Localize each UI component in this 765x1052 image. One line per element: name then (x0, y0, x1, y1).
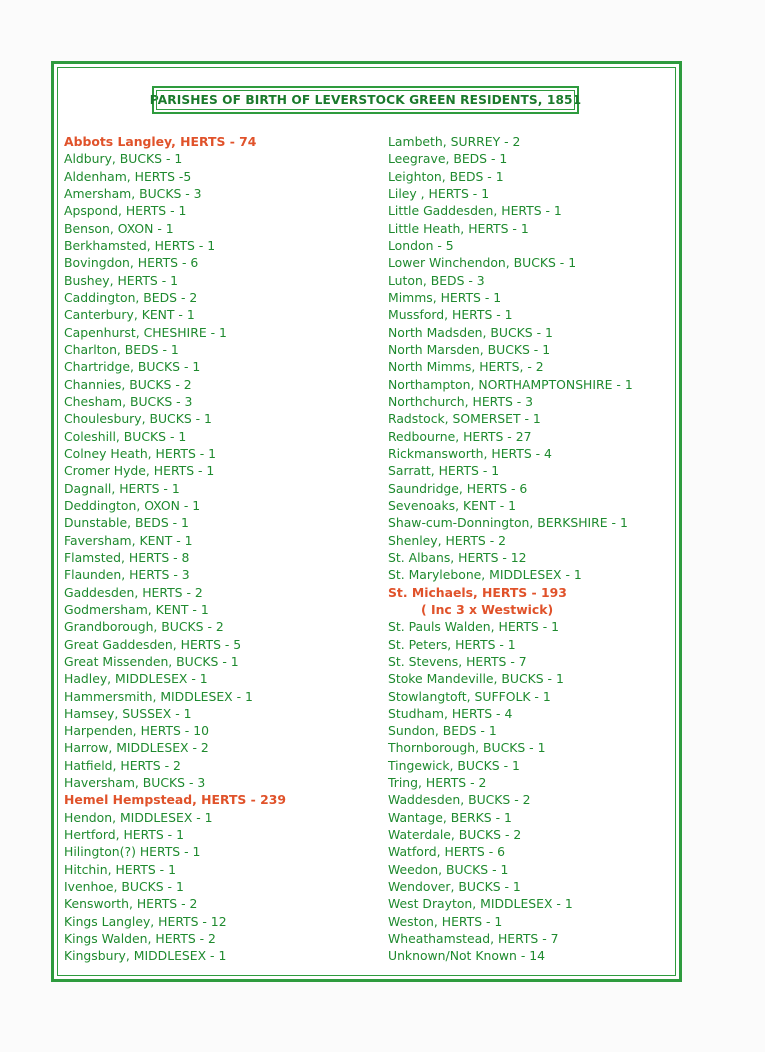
parish-entry: Caddington, BEDS - 2 (64, 289, 198, 305)
parish-entry: Great Missenden, BUCKS - 1 (64, 653, 239, 669)
parish-entry: Amersham, BUCKS - 3 (64, 185, 202, 201)
parish-entry: Stowlangtoft, SUFFOLK - 1 (388, 688, 551, 704)
parish-entry: St. Marylebone, MIDDLESEX - 1 (388, 567, 582, 583)
parish-entry: Capenhurst, CHESHIRE - 1 (64, 324, 227, 340)
parish-entry: North Marsden, BUCKS - 1 (388, 341, 551, 357)
parish-entry: London - 5 (388, 237, 454, 253)
parish-entry: Canterbury, KENT - 1 (64, 307, 195, 323)
parish-entry: Deddington, OXON - 1 (64, 497, 201, 513)
parish-entry: Hendon, MIDDLESEX - 1 (64, 809, 213, 825)
parish-entry: Wheathamstead, HERTS - 7 (388, 931, 559, 947)
parish-entry: Charlton, BEDS - 1 (64, 341, 179, 357)
parish-entry: Hadley, MIDDLESEX - 1 (64, 671, 208, 687)
parish-entry: West Drayton, MIDDLESEX - 1 (388, 896, 573, 912)
page-frame (51, 61, 682, 982)
parish-entry: Benson, OXON - 1 (64, 220, 174, 236)
parish-entry: Waddesden, BUCKS - 2 (388, 792, 531, 808)
title-box (149, 86, 582, 114)
parish-entry: Rickmansworth, HERTS - 4 (388, 445, 552, 461)
parish-entry: Kings Walden, HERTS - 2 (64, 931, 216, 947)
parish-entry: Northchurch, HERTS - 3 (388, 393, 534, 409)
parish-entry: Cromer Hyde, HERTS - 1 (64, 463, 215, 479)
parish-entry: Gaddesden, HERTS - 2 (64, 584, 203, 600)
parish-entry: Leegrave, BEDS - 1 (388, 151, 508, 167)
parish-entry: St. Pauls Walden, HERTS - 1 (388, 619, 560, 635)
parish-entry: Sundon, BEDS - 1 (388, 723, 497, 739)
parish-entry: Ivenhoe, BUCKS - 1 (64, 879, 184, 895)
parish-entry: Tring, HERTS - 2 (388, 775, 487, 791)
parish-entry: Wantage, BERKS - 1 (388, 809, 512, 825)
left-column-list (64, 133, 364, 965)
parish-entry: Mimms, HERTS - 1 (388, 289, 502, 305)
parish-entry: Lower Winchendon, BUCKS - 1 (388, 255, 577, 271)
parish-entry: Thornborough, BUCKS - 1 (388, 740, 546, 756)
parish-entry: Chesham, BUCKS - 3 (64, 393, 193, 409)
parish-entry: Bovingdon, HERTS - 6 (64, 255, 199, 271)
parish-entry: St. Albans, HERTS - 12 (388, 549, 527, 565)
parish-entry: Colney Heath, HERTS - 1 (64, 445, 217, 461)
parish-entry: Haversham, BUCKS - 3 (64, 775, 206, 791)
parish-entry: Little Heath, HERTS - 1 (388, 220, 529, 236)
parish-entry: Flamsted, HERTS - 8 (64, 549, 190, 565)
parish-entry: Little Gaddesden, HERTS - 1 (388, 203, 562, 219)
parish-entry: Redbourne, HERTS - 27 (388, 428, 532, 444)
parish-entry: Wendover, BUCKS - 1 (388, 879, 521, 895)
parish-entry: Chartridge, BUCKS - 1 (64, 359, 201, 375)
page-title: PARISHES OF BIRTH OF LEVERSTOCK GREEN RESIDENTS, 1851 (149, 93, 582, 107)
parish-entry: Dunstable, BEDS - 1 (64, 515, 189, 531)
parish-entry: Abbots Langley, HERTS - 74 (64, 134, 257, 149)
parish-entry: Studham, HERTS - 4 (388, 705, 513, 721)
parish-entry: Tingewick, BUCKS - 1 (388, 757, 520, 773)
parish-entry: Aldbury, BUCKS - 1 (64, 151, 183, 167)
parish-entry: Northampton, NORTHAMPTONSHIRE - 1 (388, 376, 633, 392)
parish-entry: Lambeth, SURREY - 2 (388, 134, 521, 149)
parish-entry: Hamsey, SUSSEX - 1 (64, 705, 192, 721)
parish-entry-note: ( Inc 3 x Westwick) (421, 601, 554, 617)
parish-entry: Weston, HERTS - 1 (388, 913, 503, 929)
parish-entry: Harpenden, HERTS - 10 (64, 723, 209, 739)
parish-entry: Hilington(?) HERTS - 1 (64, 844, 201, 860)
parish-entry: Bushey, HERTS - 1 (64, 272, 179, 288)
parish-entry: Apspond, HERTS - 1 (64, 203, 187, 219)
parish-entry: Luton, BEDS - 3 (388, 272, 485, 288)
parish-entry: Unknown/Not Known - 14 (388, 948, 546, 964)
parish-entry: Choulesbury, BUCKS - 1 (64, 411, 212, 427)
parish-entry: Sevenoaks, KENT - 1 (388, 497, 517, 513)
parish-entry: Kingsbury, MIDDLESEX - 1 (64, 948, 227, 964)
right-column-list (388, 133, 678, 965)
parish-entry: Faversham, KENT - 1 (64, 532, 193, 548)
parish-entry: Grandborough, BUCKS - 2 (64, 619, 224, 635)
parish-entry: Hatfield, HERTS - 2 (64, 757, 181, 773)
parish-entry: Saundridge, HERTS - 6 (388, 480, 528, 496)
parish-entry: Sarratt, HERTS - 1 (388, 463, 500, 479)
parish-entry: Stoke Mandeville, BUCKS - 1 (388, 671, 564, 687)
parish-entry: Weedon, BUCKS - 1 (388, 861, 509, 877)
parish-entry: Shaw-cum-Donnington, BERKSHIRE - 1 (388, 515, 628, 531)
parish-entry: Coleshill, BUCKS - 1 (64, 428, 187, 444)
parish-entry: Liley , HERTS - 1 (388, 185, 490, 201)
parish-entry: Godmersham, KENT - 1 (64, 601, 209, 617)
parish-entry: St. Stevens, HERTS - 7 (388, 653, 527, 669)
parish-entry: Mussford, HERTS - 1 (388, 307, 513, 323)
parish-entry: Harrow, MIDDLESEX - 2 (64, 740, 209, 756)
parish-entry: St. Michaels, HERTS - 193 (388, 584, 567, 600)
parish-entry: Hitchin, HERTS - 1 (64, 861, 176, 877)
parish-entry: Hammersmith, MIDDLESEX - 1 (64, 688, 253, 704)
parish-entry: Berkhamsted, HERTS - 1 (64, 237, 216, 253)
parish-entry: Kings Langley, HERTS - 12 (64, 913, 227, 929)
parish-entry: Hertford, HERTS - 1 (64, 827, 184, 843)
parish-entry: Flaunden, HERTS - 3 (64, 567, 190, 583)
parish-entry: Kensworth, HERTS - 2 (64, 896, 198, 912)
parish-entry: Great Gaddesden, HERTS - 5 (64, 636, 242, 652)
parish-entry: St. Peters, HERTS - 1 (388, 636, 516, 652)
parish-entry: Waterdale, BUCKS - 2 (388, 827, 522, 843)
parish-entry: Shenley, HERTS - 2 (388, 532, 506, 548)
parish-entry: North Madsden, BUCKS - 1 (388, 324, 553, 340)
parish-entry: North Mimms, HERTS, - 2 (388, 359, 544, 375)
parish-entry: Radstock, SOMERSET - 1 (388, 411, 541, 427)
parish-entry: Watford, HERTS - 6 (388, 844, 505, 860)
parish-entry: Aldenham, HERTS -5 (64, 168, 192, 184)
parish-entry: Leighton, BEDS - 1 (388, 168, 504, 184)
parish-entry: Channies, BUCKS - 2 (64, 376, 192, 392)
parish-entry: Hemel Hempstead, HERTS - 239 (64, 792, 286, 808)
parish-entry: Dagnall, HERTS - 1 (64, 480, 180, 496)
